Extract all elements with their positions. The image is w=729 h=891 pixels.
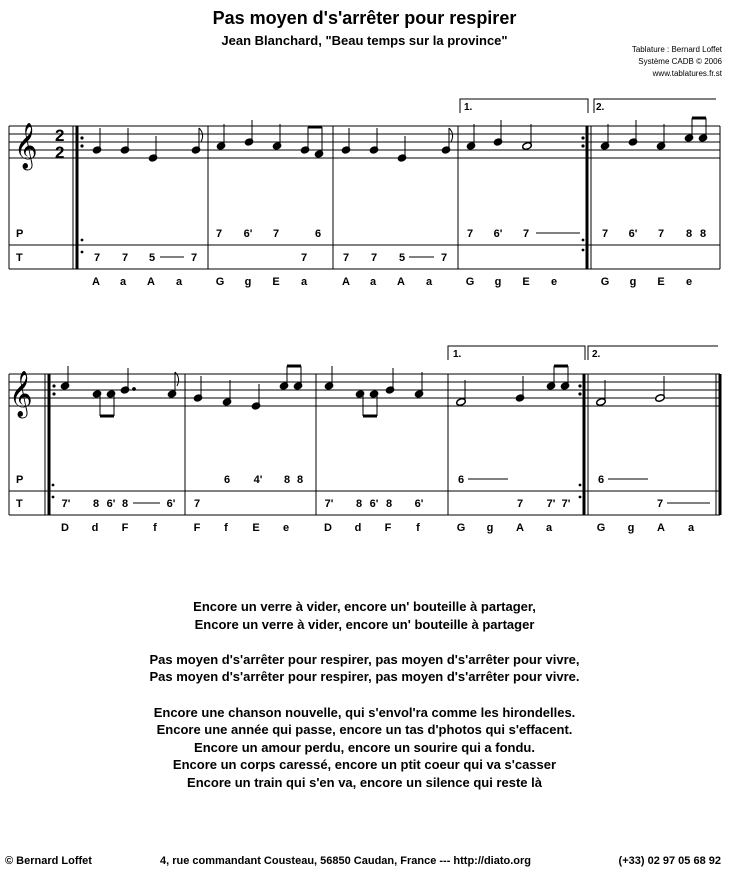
pull-button-number: 7' [561, 498, 571, 510]
chord-letter: e [550, 276, 558, 288]
chord-letter: a [119, 276, 127, 288]
pull-row-label: T [16, 498, 23, 510]
chord-letter: A [147, 276, 155, 288]
footer-phone: (+33) 02 97 05 68 92 [618, 855, 721, 867]
lyrics-line: Encore une chanson nouvelle, qui s'envol'ra comme les hirondelles. [153, 704, 576, 720]
pull-button-number: 7 [121, 252, 129, 264]
chord-letter: E [522, 276, 530, 288]
lyrics-stanza [0, 598, 729, 633]
pull-button-number: 6' [166, 498, 176, 510]
pull-button-number: 5 [398, 252, 406, 264]
pull-button-number: 7 [516, 498, 524, 510]
chord-letter: e [685, 276, 693, 288]
time-signature-bottom: 2 [55, 143, 65, 162]
chord-letter: g [494, 276, 502, 288]
push-button-number: 6 [597, 474, 605, 486]
page-subtitle: Jean Blanchard, "Beau temps sur la province" [221, 33, 508, 48]
chord-letter: G [465, 276, 475, 288]
chord-letter: d [91, 522, 99, 534]
push-button-number: 6' [243, 228, 253, 240]
pull-button-number: 7' [546, 498, 556, 510]
push-button-number: 6' [493, 228, 503, 240]
chord-letter: g [244, 276, 252, 288]
credit-line: Tablature : Bernard Loffet [631, 45, 722, 54]
credit-line: Système CADB © 2006 [638, 57, 722, 66]
pull-button-number: 8 [121, 498, 129, 510]
push-button-number: 7 [601, 228, 609, 240]
pull-row-label: T [16, 252, 23, 264]
pull-button-number: 6' [106, 498, 116, 510]
treble-clef-icon: 𝄞 [9, 371, 33, 417]
chord-letter: a [545, 522, 553, 534]
ending-1-label: 1. [464, 102, 473, 113]
pull-button-number: 7' [61, 498, 71, 510]
chord-letter: F [193, 522, 201, 534]
lyrics-line: Encore une année qui passe, encore un tas d'photos qui s'effacent. [156, 722, 573, 738]
chord-letter: G [215, 276, 225, 288]
tablature-lines [9, 491, 720, 515]
chord-letter: A [516, 522, 524, 534]
chord-letter: E [657, 276, 665, 288]
lyrics [0, 598, 729, 809]
chord-letter: D [61, 522, 69, 534]
chord-letter: f [224, 522, 228, 534]
push-button-number: 8 [699, 228, 707, 240]
push-button-number: 6 [314, 228, 322, 240]
notes [92, 118, 708, 162]
pull-button-number: 7 [370, 252, 378, 264]
barlines [9, 374, 720, 515]
push-button-number: 6 [457, 474, 465, 486]
treble-clef-icon: 𝄞 [14, 123, 38, 169]
ending-2-label: 2. [596, 102, 605, 113]
pull-button-number: 7' [324, 498, 334, 510]
pull-button-number: 7 [190, 252, 198, 264]
tablature-lines [9, 245, 720, 269]
push-row-label: P [16, 228, 24, 240]
chord-letter: E [252, 522, 260, 534]
push-button-number: 7 [657, 228, 665, 240]
credit-line: www.tablatures.fr.st [652, 69, 722, 78]
push-button-number: 8 [283, 474, 291, 486]
pull-button-number: 7 [193, 498, 201, 510]
pull-button-number: 8 [92, 498, 100, 510]
lyrics-line: Encore un verre à vider, encore un' bouteille à partager [194, 616, 535, 632]
chord-letter: a [175, 276, 183, 288]
volta-brackets [460, 99, 716, 113]
repeat-dots [52, 384, 582, 498]
lyrics-stanza [0, 704, 729, 792]
chord-letter: g [627, 522, 635, 534]
time-signature-top: 2 [55, 126, 65, 145]
pull-button-number: 6' [414, 498, 424, 510]
chord-letter: g [629, 276, 637, 288]
ending-1-label: 1. [453, 349, 462, 360]
chord-letter: A [657, 522, 665, 534]
staff [9, 374, 720, 406]
chord-letter: f [416, 522, 420, 534]
lyrics-line: Encore un train qui s'en va, encore un silence qui reste là [187, 774, 542, 790]
pull-button-number: 8 [385, 498, 393, 510]
pull-button-number: 7 [300, 252, 308, 264]
push-button-number: 4' [253, 474, 263, 486]
lyrics-stanza [0, 651, 729, 686]
footer-copyright: © Bernard Loffet [5, 855, 92, 867]
pull-button-number: 7 [342, 252, 350, 264]
push-button-number: 8 [685, 228, 693, 240]
push-button-number: 7 [272, 228, 280, 240]
pull-button-number: 7 [440, 252, 448, 264]
barlines [9, 126, 720, 269]
push-button-number: 7 [215, 228, 223, 240]
chord-letter: a [687, 522, 695, 534]
chord-letter: A [342, 276, 350, 288]
chord-letter: F [384, 522, 392, 534]
chord-letter: G [456, 522, 466, 534]
chord-letter: G [600, 276, 610, 288]
ending-2-label: 2. [592, 349, 601, 360]
push-button-number: 7 [466, 228, 474, 240]
lyrics-line: Pas moyen d's'arrêter pour respirer, pas moyen d's'arrêter pour vivre, [149, 651, 580, 667]
page-title: Pas moyen d's'arrêter pour respirer [212, 8, 517, 28]
system-2 [9, 346, 720, 534]
pull-button-number: 5 [148, 252, 156, 264]
chord-letter: f [153, 522, 157, 534]
chord-letter: e [282, 522, 290, 534]
chord-letter: a [425, 276, 433, 288]
chord-letter: F [121, 522, 129, 534]
push-row-label: P [16, 474, 24, 486]
pull-button-number: 6' [369, 498, 379, 510]
chord-letter: a [369, 276, 377, 288]
push-button-number: 7 [522, 228, 530, 240]
chord-letter: g [486, 522, 494, 534]
chord-letter: D [324, 522, 332, 534]
chord-letter: A [92, 276, 100, 288]
pull-button-number: 8 [355, 498, 363, 510]
footer-address: 4, rue commandant Cousteau, 56850 Caudan, France --- http://diato.org [160, 855, 532, 867]
lyrics-line: Pas moyen d's'arrêter pour respirer, pas moyen d's'arrêter pour vivre. [149, 669, 580, 685]
lyrics-line: Encore un amour perdu, encore un sourire qui a fondu. [194, 739, 535, 755]
chord-letter: G [596, 522, 606, 534]
chord-letter: d [354, 522, 362, 534]
pull-button-number: 7 [93, 252, 101, 264]
push-button-number: 6 [223, 474, 231, 486]
push-button-number: 6' [628, 228, 638, 240]
chord-letter: a [300, 276, 308, 288]
push-button-number: 8 [296, 474, 304, 486]
lyrics-line: Encore un corps caressé, encore un ptit coeur qui va s'casser [172, 757, 557, 773]
system-1 [9, 99, 720, 288]
pull-button-number: 7 [656, 498, 664, 510]
chord-letter: A [397, 276, 405, 288]
staff [9, 126, 720, 158]
lyrics-line: Encore un verre à vider, encore un' bouteille à partager, [193, 599, 536, 614]
chord-letter: E [272, 276, 280, 288]
volta-brackets [448, 346, 718, 360]
